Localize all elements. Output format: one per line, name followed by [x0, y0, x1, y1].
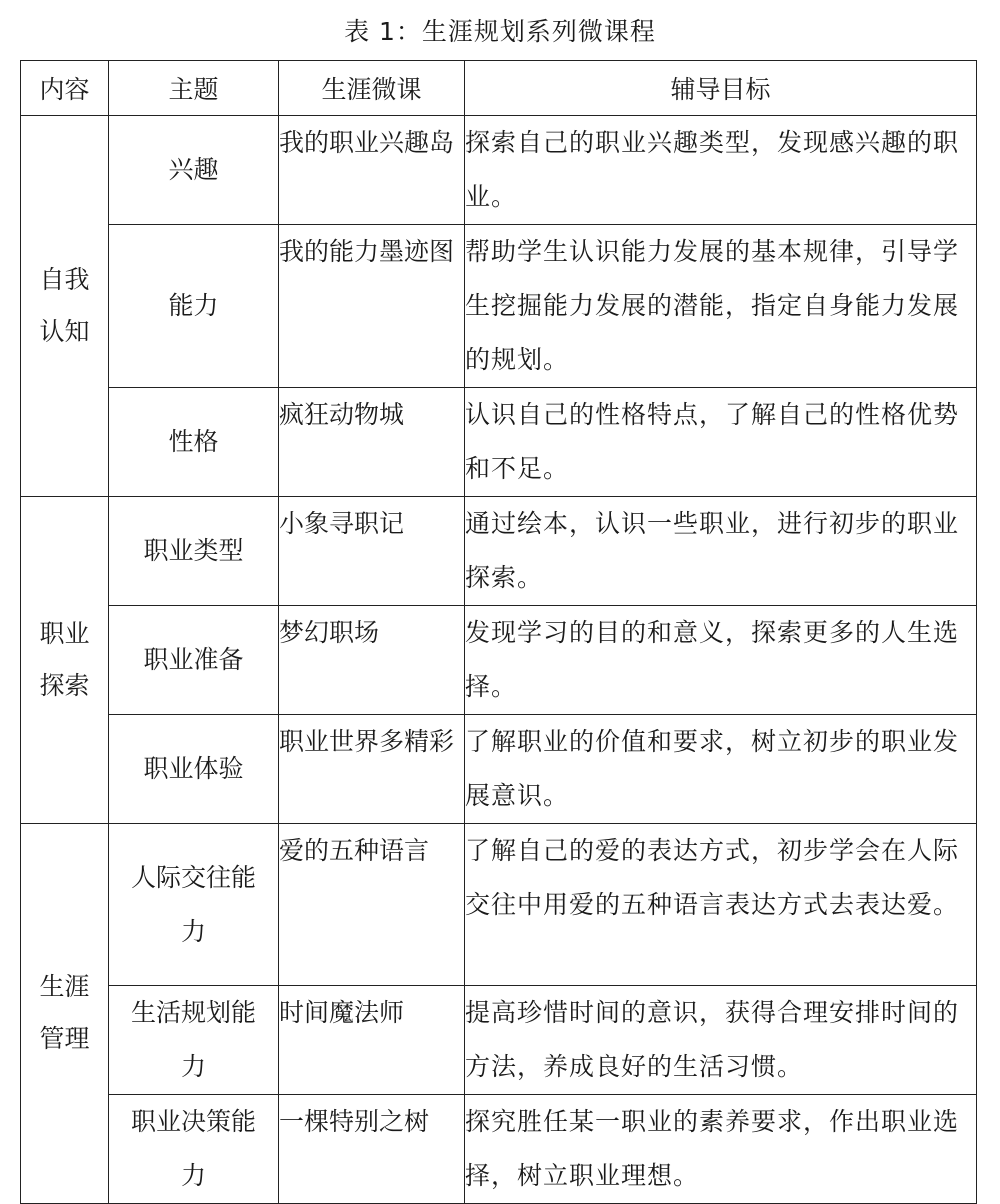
topic-label: 人际交往能力	[130, 862, 256, 946]
topic-label: 兴趣	[168, 155, 219, 184]
topic-cell	[109, 606, 279, 715]
topic-label: 生活规划能力	[130, 998, 256, 1081]
course-cell: 职业世界多精彩	[279, 715, 465, 824]
topic-cell	[109, 986, 279, 1095]
header-topic: 主题	[109, 61, 279, 116]
category-label: 生涯管理	[39, 972, 90, 1053]
topic-label: 能力	[168, 291, 219, 320]
table-row	[21, 715, 977, 824]
table-row	[21, 824, 977, 986]
goal-cell: 发现学习的目的和意义，探索更多的人生选择。	[465, 606, 977, 715]
goal-cell: 探索自己的职业兴趣类型，发现感兴趣的职业。	[465, 116, 977, 225]
topic-cell	[109, 116, 279, 225]
course-cell: 我的能力墨迹图	[279, 225, 465, 388]
course-cell: 我的职业兴趣岛	[279, 116, 465, 225]
header-micro-course: 生涯微课	[279, 61, 465, 116]
topic-label: 职业体验	[143, 754, 244, 783]
category-cell	[21, 824, 109, 1204]
goal-cell: 了解自己的爱的表达方式，初步学会在人际交往中用爱的五种语言表达方式去表达爱。	[465, 824, 977, 986]
topic-cell	[109, 824, 279, 986]
header-goal: 辅导目标	[465, 61, 977, 116]
course-cell: 爱的五种语言	[279, 824, 465, 986]
course-cell: 一棵特别之树	[279, 1095, 465, 1204]
category-cell	[21, 497, 109, 824]
goal-cell: 了解职业的价值和要求，树立初步的职业发展意识。	[465, 715, 977, 824]
table-row	[21, 606, 977, 715]
goal-cell: 提高珍惜时间的意识，获得合理安排时间的方法，养成良好的生活习惯。	[465, 986, 977, 1095]
table-row	[21, 225, 977, 388]
category-label: 自我认知	[39, 264, 90, 346]
table-caption: 表 1：生涯规划系列微课程	[344, 17, 656, 46]
header-content: 内容	[21, 61, 109, 116]
topic-label: 职业准备	[143, 645, 244, 674]
goal-cell: 探究胜任某一职业的素养要求，作出职业选择，树立职业理想。	[465, 1095, 977, 1204]
table-row	[21, 986, 977, 1095]
goal-cell: 认识自己的性格特点，了解自己的性格优势和不足。	[465, 388, 977, 497]
category-label: 职业探索	[39, 618, 90, 700]
topic-cell	[109, 1095, 279, 1204]
topic-label: 职业类型	[143, 536, 244, 565]
goal-cell: 通过绘本，认识一些职业，进行初步的职业探索。	[465, 497, 977, 606]
career-course-table	[20, 60, 977, 1204]
topic-cell	[109, 225, 279, 388]
table-row	[21, 116, 977, 225]
topic-label: 性格	[168, 427, 219, 456]
course-cell: 时间魔法师	[279, 986, 465, 1095]
course-cell: 小象寻职记	[279, 497, 465, 606]
category-cell	[21, 116, 109, 497]
course-cell: 疯狂动物城	[279, 388, 465, 497]
table-row	[21, 497, 977, 606]
topic-cell	[109, 715, 279, 824]
table-row	[21, 388, 977, 497]
topic-cell	[109, 497, 279, 606]
header-row	[21, 61, 977, 116]
topic-cell	[109, 388, 279, 497]
table-row	[21, 1095, 977, 1204]
goal-cell: 帮助学生认识能力发展的基本规律，引导学生挖掘能力发展的潜能，指定自身能力发展的规划。	[465, 225, 977, 388]
course-cell: 梦幻职场	[279, 606, 465, 715]
topic-label: 职业决策能力	[130, 1107, 256, 1190]
